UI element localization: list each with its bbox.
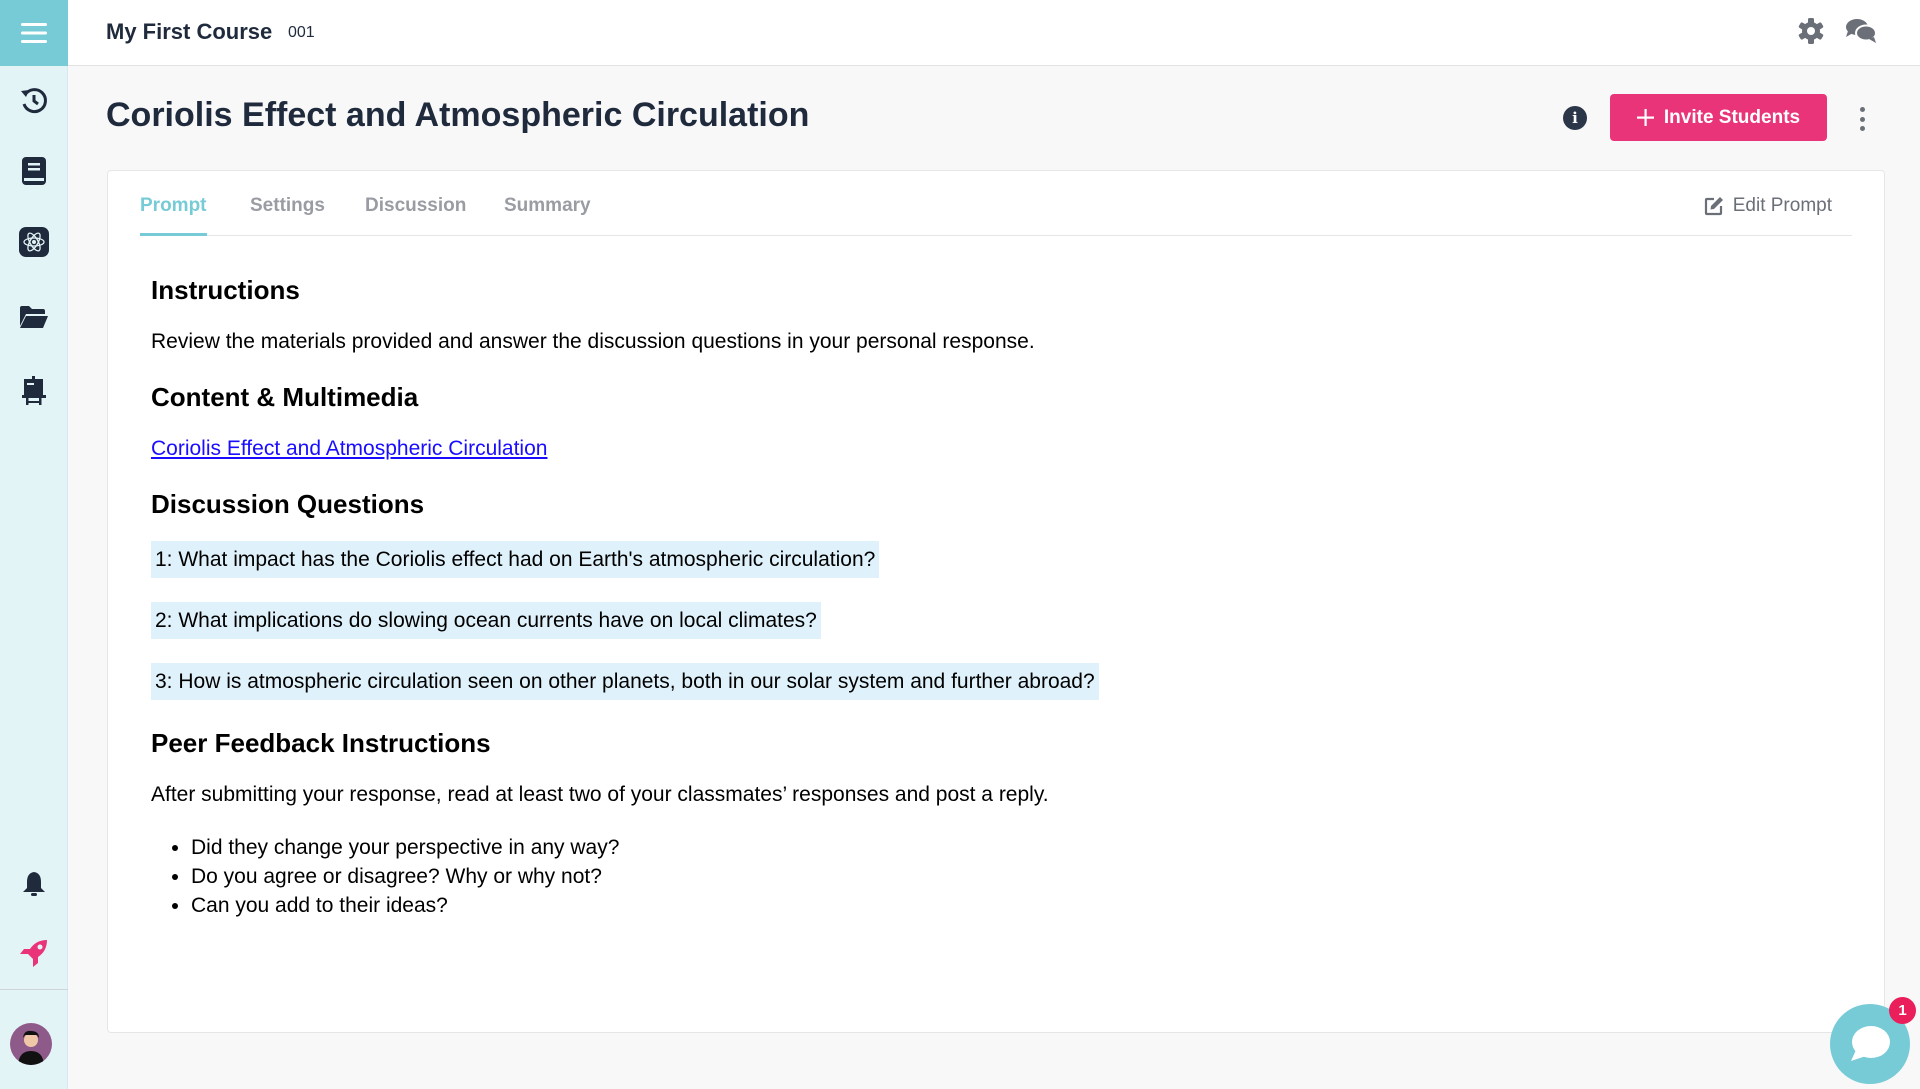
list-item: • Do you agree or disagree? Why or why not? (191, 862, 1844, 891)
comments-icon (1845, 17, 1877, 45)
prompt-content (151, 273, 1844, 920)
edit-icon (1704, 196, 1724, 216)
discussion-question: 3: How is atmospheric circulation seen on other planets, both in our solar system and further abroad? (151, 663, 1099, 700)
edit-prompt-button[interactable] (1704, 195, 1832, 217)
more-options-button[interactable] (1852, 104, 1872, 134)
book-icon (21, 156, 47, 186)
settings-button[interactable] (1794, 14, 1828, 48)
page-title: Coriolis Effect and Atmospheric Circulation (106, 96, 810, 134)
list-item: • Can you add to their ideas? (191, 891, 1844, 920)
sidebar-item-presentations[interactable] (14, 371, 54, 411)
sidebar-item-courses[interactable] (14, 151, 54, 191)
tab-summary[interactable]: Summary (504, 195, 591, 216)
questions-heading: Discussion Questions (151, 489, 425, 519)
peer-feedback-text: After submitting your response, read at least two of your classmates’ responses and post a reply. (151, 783, 1049, 806)
messages-button[interactable] (1844, 14, 1878, 48)
list-item: • Did they change your perspective in any way? (191, 833, 1844, 862)
tab-bar (140, 171, 1852, 236)
easel-icon (21, 376, 47, 406)
sidebar-item-launch[interactable] (14, 933, 54, 973)
atom-icon (19, 227, 49, 257)
prompt-card (107, 170, 1885, 1033)
sidebar-divider (0, 989, 68, 990)
tab-settings[interactable]: Settings (250, 195, 325, 216)
sidebar (0, 0, 68, 1089)
avatar-icon (10, 1023, 52, 1065)
bell-icon (22, 870, 46, 898)
course-title[interactable]: My First Course (106, 19, 273, 44)
rocket-icon (20, 939, 48, 967)
instructions-heading: Instructions (151, 275, 300, 305)
content-heading: Content & Multimedia (151, 382, 419, 412)
peer-feedback-list (191, 833, 1844, 920)
sidebar-item-history[interactable] (14, 81, 54, 121)
invite-students-button[interactable] (1610, 94, 1827, 141)
content-link[interactable]: Coriolis Effect and Atmospheric Circulation (151, 437, 548, 460)
user-avatar[interactable] (10, 1023, 52, 1065)
chat-notification-badge: 1 (1889, 997, 1916, 1024)
gear-icon (1797, 17, 1825, 45)
course-section: 001 (288, 24, 315, 41)
tab-discussion[interactable]: Discussion (365, 195, 467, 216)
edit-prompt-label: Edit Prompt (1732, 195, 1832, 216)
instructions-text: Review the materials provided and answer the discussion questions in your personal response. (151, 330, 1035, 353)
top-bar (68, 0, 1920, 66)
sidebar-item-notifications[interactable] (14, 864, 54, 904)
sidebar-item-science[interactable] (14, 222, 54, 262)
invite-students-label: Invite Students (1663, 106, 1801, 128)
peer-feedback-heading: Peer Feedback Instructions (151, 728, 491, 758)
history-icon (19, 86, 49, 116)
discussion-question: 2: What implications do slowing ocean currents have on local climates? (151, 602, 821, 639)
sidebar-item-files[interactable] (14, 297, 54, 337)
chat-bubble-icon (1848, 1024, 1892, 1064)
discussion-question: 1: What impact has the Coriolis effect had on Earth's atmospheric circulation? (151, 541, 879, 578)
info-icon[interactable]: i (1563, 106, 1587, 130)
tab-prompt[interactable]: Prompt (140, 195, 207, 236)
plus-icon (1637, 109, 1654, 126)
hamburger-icon (21, 22, 47, 44)
menu-button[interactable] (0, 0, 68, 66)
folder-open-icon (19, 305, 49, 329)
